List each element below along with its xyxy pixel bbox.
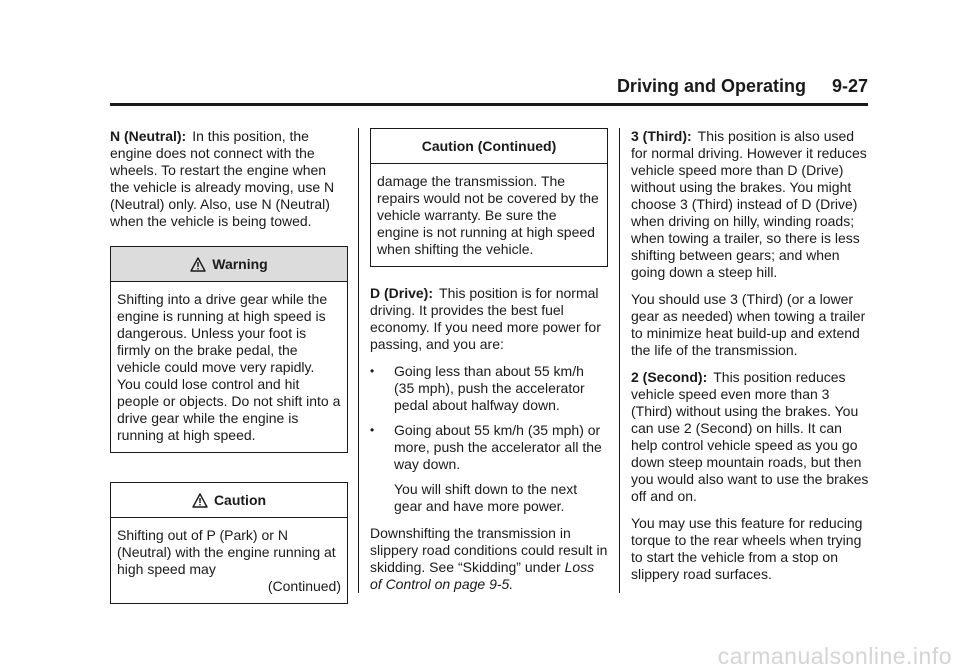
drive-text: This position is for normal driving. It provides the best fuel economy. If you need more power for passing, and you are:: [370, 285, 601, 352]
loss-of-control-link[interactable]: Loss of Control on page 9-5.: [370, 559, 595, 592]
column-divider: [358, 128, 359, 593]
third-paragraph: [631, 128, 869, 281]
caution-triangle-icon: [192, 493, 208, 508]
caution-header: [111, 483, 347, 518]
caution-title: Caution: [213, 491, 267, 508]
column-3: [631, 128, 869, 593]
list-item: • Going less than about 55 km/h (35 mph), push the accelerator pedal about halfway down.: [370, 363, 608, 414]
drive-bullet-list: [370, 363, 608, 473]
torque-paragraph: You may use this feature for reducing torque to the rear wheels when trying to start the vehicle from a stop on slippery road surfaces.: [631, 515, 863, 582]
warning-box: [110, 246, 348, 453]
third-text: This position is also used for normal driving. However it reduces vehicle speed more than D (Drive) without using the brakes. You might choose 3 (Third) instead of D (Drive) when driving on hilly, winding roads; when towing a trailer, so there is less shifting between gears; and when going down a steep hill.: [631, 128, 867, 280]
list-item: • Going about 55 km/h (35 mph) or more, push the accelerator all the way down.: [370, 422, 608, 473]
caution-body: [111, 518, 347, 603]
neutral-text: In this position, the engine does not connect with the wheels. To restart the engine when the vehicle is already moving, use N (Neutral) only. Also, use N (Neutral) when the vehicle is being towed.: [110, 128, 335, 229]
downshift-text: Downshifting the transmission in slippery road conditions could result in skidding. See “Skidding” under: [370, 525, 608, 575]
column-1: [110, 128, 348, 604]
continued-label: (Continued): [267, 578, 341, 594]
neutral-term: N (Neutral):: [110, 128, 187, 144]
third-term: 3 (Third):: [631, 128, 692, 144]
warning-body: Shifting into a drive gear while the engine is running at high speed is dangerous. Unless your foot is firmly on the brake pedal, the vehicle could move very rapidly. You could lose control and hit people or objects. Do not shift into a drive gear while the engine is running at high speed.: [117, 291, 341, 443]
header-rule: [110, 103, 868, 106]
neutral-paragraph: [110, 128, 348, 230]
column-2: [370, 128, 608, 603]
downshift-paragraph: [370, 525, 608, 593]
page-header: [110, 76, 868, 102]
second-term: 2 (Second):: [631, 369, 708, 385]
caution-text: Shifting out of P (Park) or N (Neutral) with the engine running at high speed may: [117, 527, 336, 577]
drive-paragraph: [370, 285, 608, 353]
caution-continued-body: damage the transmission. The repairs would not be covered by the vehicle warranty. Be sure the engine is not running at high speed when shifting the vehicle.: [377, 173, 599, 257]
shift-down-note: You will shift down to the next gear and have more power.: [394, 481, 578, 514]
section-title: Driving and Operating: [616, 76, 806, 96]
drive-term: D (Drive):: [370, 285, 434, 301]
second-paragraph: [631, 369, 869, 505]
second-text: This position reduces vehicle speed even more than 3 (Third) without using the brakes. You can use 2 (Second) on hills. It can help control vehicle speed as you go down steep mountain roads, but then you would also want to use the brakes off and on.: [631, 369, 869, 504]
caution-box: [110, 482, 348, 604]
third-towing-paragraph: You should use 3 (Third) (or a lower gear as needed) when towing a trailer to minimize heat build-up and extend the life of the transmission.: [631, 291, 866, 358]
caution-continued-header: [371, 129, 607, 164]
warning-title: Warning: [212, 255, 268, 272]
page-number: 9-27: [831, 76, 868, 96]
caution-continued-box: [370, 128, 608, 267]
warning-header: [111, 247, 347, 282]
caution-continued-title: Caution (Continued): [421, 137, 557, 154]
column-divider: [619, 128, 620, 593]
warning-triangle-icon: [190, 257, 206, 272]
watermark: carmanualsonline.info: [717, 643, 952, 669]
